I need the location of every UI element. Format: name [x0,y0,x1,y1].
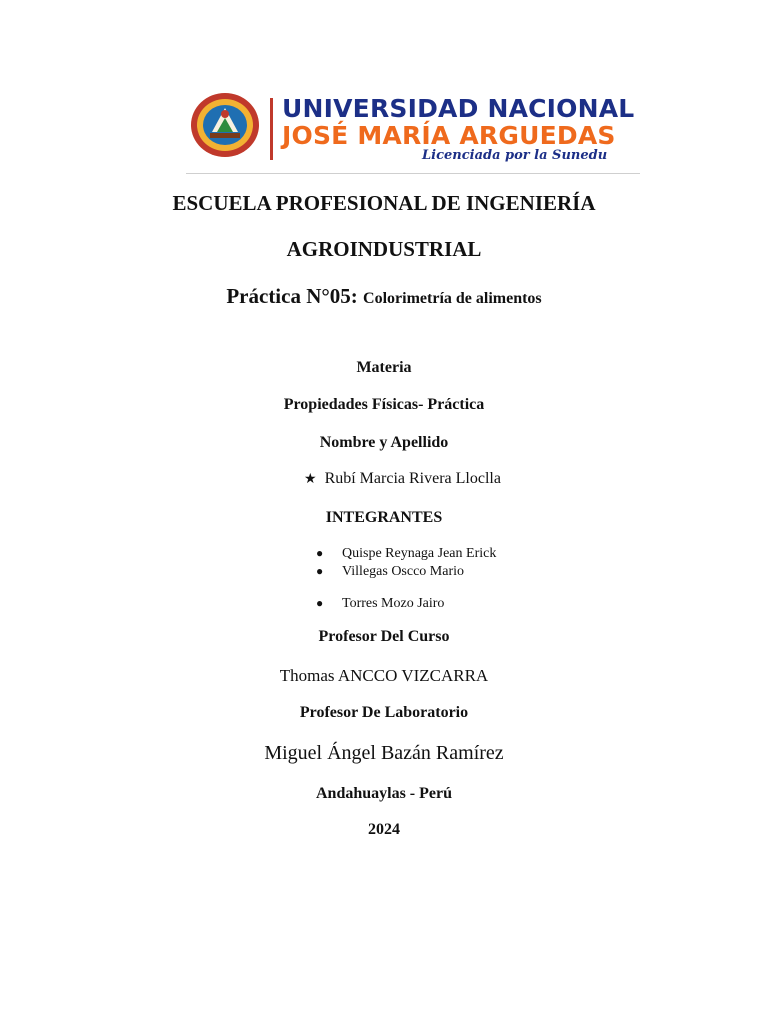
list-item: ● Villegas Oscco Mario [316,564,465,579]
location: Andahuaylas - Perú [315,785,453,802]
year: 2024 [368,821,400,838]
school-name-line2: AGROINDUSTRIAL [286,237,482,261]
university-name-line1: UNIVERSIDAD NACIONAL [282,94,635,123]
subject-label: Materia [356,359,412,376]
school-name-line1: ESCUELA PROFESIONAL DE INGENIERÍA [172,191,596,215]
course-professor-name: Thomas ANCCO VIZCARRA [279,666,489,685]
practice-title [0,284,768,309]
list-item: ● Quispe Reynaga Jean Erick [316,546,497,561]
practice-topic: Colorimetría de alimentos [363,290,542,307]
university-tagline: Licenciada por la Sunedu [422,148,608,163]
bullet-icon: ● [316,564,324,578]
student-name: Rubí Marcia Rivera Lloclla [324,470,501,487]
subject-value: Propiedades Físicas- Práctica [283,396,485,413]
university-logo [186,88,640,174]
course-professor-label: Profesor Del Curso [318,628,450,645]
members-list [316,546,496,580]
list-item: ● Torres Mozo Jairo [316,596,445,611]
members-list-continued [316,596,444,612]
lab-professor-name: Miguel Ángel Bazán Ramírez [264,742,504,764]
logo-divider [270,98,273,160]
members-label: INTEGRANTES [325,509,443,526]
star-bullet-icon: ★ [304,471,317,487]
bullet-icon: ● [316,546,324,560]
header-divider [186,173,640,174]
lab-professor-label: Profesor De Laboratorio [299,704,469,721]
student-entry [304,470,501,488]
student-label: Nombre y Apellido [319,434,449,451]
university-seal-icon [190,92,260,158]
university-name-line2: JOSÉ MARÍA ARGUEDAS [282,121,616,150]
bullet-icon: ● [316,596,324,610]
practice-number: Práctica N°05: [226,284,358,308]
